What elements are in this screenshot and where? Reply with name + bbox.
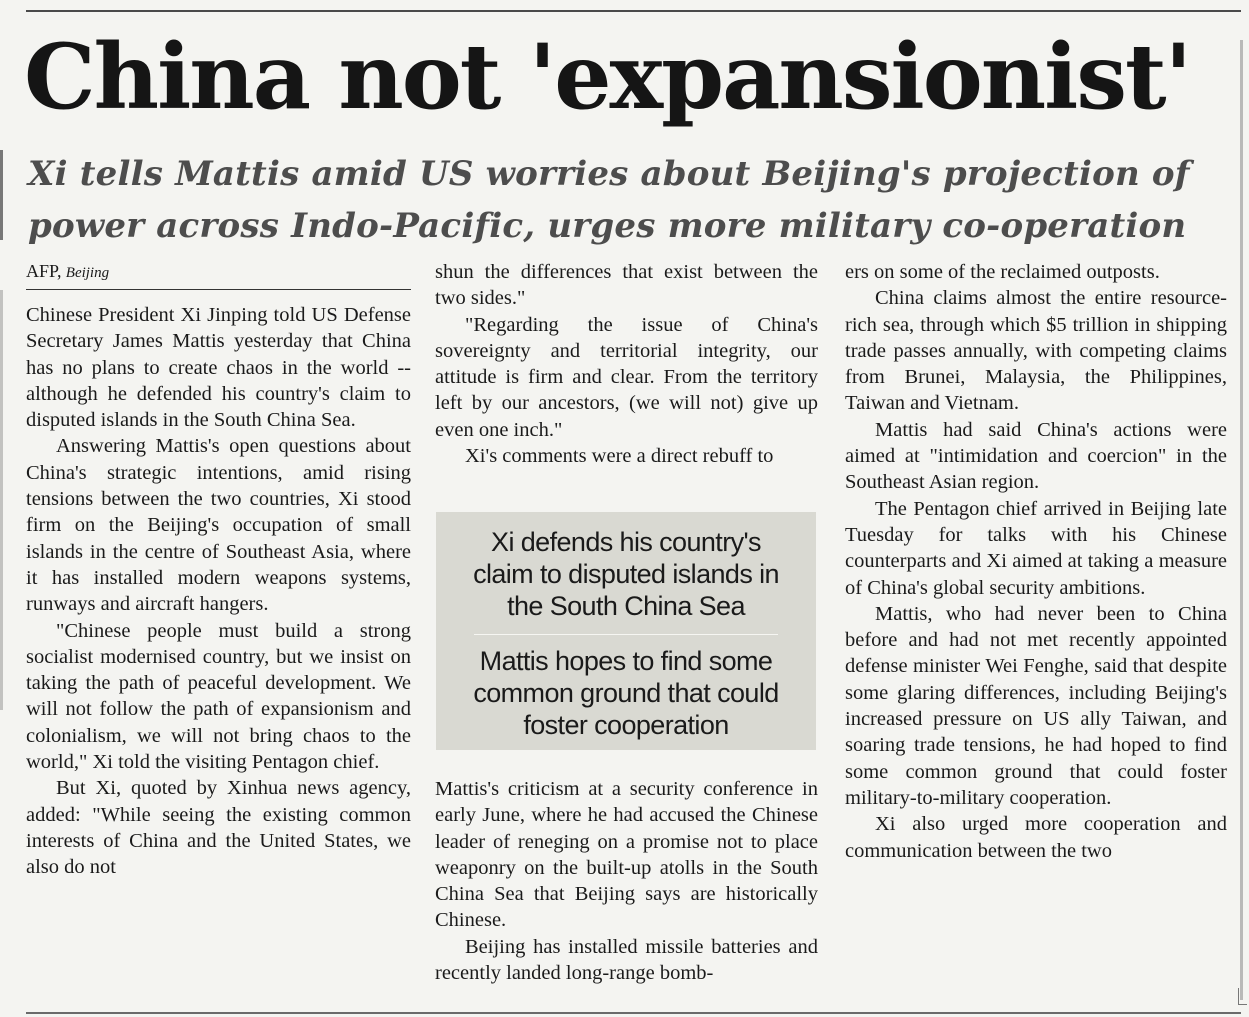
byline (26, 259, 411, 289)
paragraph: But Xi, quoted by Xinhua news agency, added: "While seeing the existing common interests of China and the United States, we also do not (26, 777, 411, 879)
paragraph: China claims almost the entire resource-rich sea, through which $5 trillion in shipping trade passes annually, with competing claims from Brunei, Malaysia, the Philippines, Taiwan and Vietnam. (845, 287, 1227, 415)
pull-quote-divider (474, 634, 778, 635)
article-column-2-bottom (435, 776, 818, 986)
pull-quote-1: Xi defends his country's claim to disputed islands in the South China Sea (473, 527, 779, 621)
paragraph: Xi also urged more cooperation and communication between the two (845, 813, 1227, 862)
pull-quote-box (436, 512, 816, 750)
paragraph: "Regarding the issue of China's sovereignty and territorial integrity, our attitude is firm and clear. From the territory left by our ancestors, (we will not) give up even one inch." (435, 313, 818, 441)
article-column-2-top (435, 259, 818, 469)
paragraph: Answering Mattis's open questions about China's strategic intentions, amid rising tensions between the two countries, Xi stood firm on the Beijing's occupation of small islands in the centre of Southeast Asia, where it has installed modern weapons systems, runways and aircraft hangers. (26, 435, 411, 616)
byline-agency: AFP, (26, 261, 62, 281)
byline-rule (26, 289, 411, 290)
bottom-rule (26, 1012, 1241, 1014)
paragraph: Xi's comments were a direct rebuff to (465, 445, 774, 468)
left-margin-mark (0, 290, 3, 710)
paragraph: Mattis had said China's actions were aimed at "intimidation and coercion" in the Southeast Asian region. (845, 418, 1227, 494)
paragraph: Mattis's criticism at a security conference in early June, where he had accused the Chinese leader of reneging on a promise not to place weaponry on the built-up atolls in the South China Sea that Beijing says are historically Chinese. (435, 778, 818, 932)
byline-location: Beijing (65, 265, 110, 281)
paragraph: Chinese President Xi Jinping told US Defense Secretary James Mattis yesterday that China has no plans to create chaos in the world -- although he defended his country's claim to disputed islands in the South China Sea. (26, 304, 411, 432)
paragraph: The Pentagon chief arrived in Beijing late Tuesday for talks with his Chinese counterparts and Xi aimed at taking a measure of China's global security ambitions. (845, 497, 1227, 599)
pull-quote-2: Mattis hopes to find some common ground that could foster cooperation (473, 646, 779, 740)
subheadline: Xi tells Mattis amid US worries about Beijing's projection of power across Indo-Pacific, urges more military co-operation (28, 154, 1190, 246)
left-margin-mark (0, 150, 3, 240)
article-column-3 (845, 259, 1227, 864)
paragraph: Beijing has installed missile batteries and recently landed long-range bomb- (435, 935, 818, 985)
top-rule (26, 10, 1241, 12)
paragraph: ers on some of the reclaimed outposts. (845, 261, 1160, 283)
article-column-1 (26, 259, 411, 881)
headline: China not 'expansionist' (24, 24, 1191, 130)
paragraph: Mattis, who had never been to China before and had not met recently appointed defense minister Wei Fenghe, said that despite some glaring differences, including Beijing's increased pressure on US ally Taiwan, and soaring trade tensions, he had hoped to find some common ground that could foster military-to-military cooperation. (845, 602, 1227, 809)
right-edge-mark (1240, 40, 1243, 1000)
paragraph: "Chinese people must build a strong socialist modernised country, but we insist on taking the path of peaceful development. We will not follow the path of expansionism and colonialism, we will not bring chaos to the world," Xi told the visiting Pentagon chief. (26, 619, 411, 774)
crop-mark (1238, 988, 1247, 1005)
paragraph: shun the differences that exist between the two sides." (435, 261, 818, 310)
